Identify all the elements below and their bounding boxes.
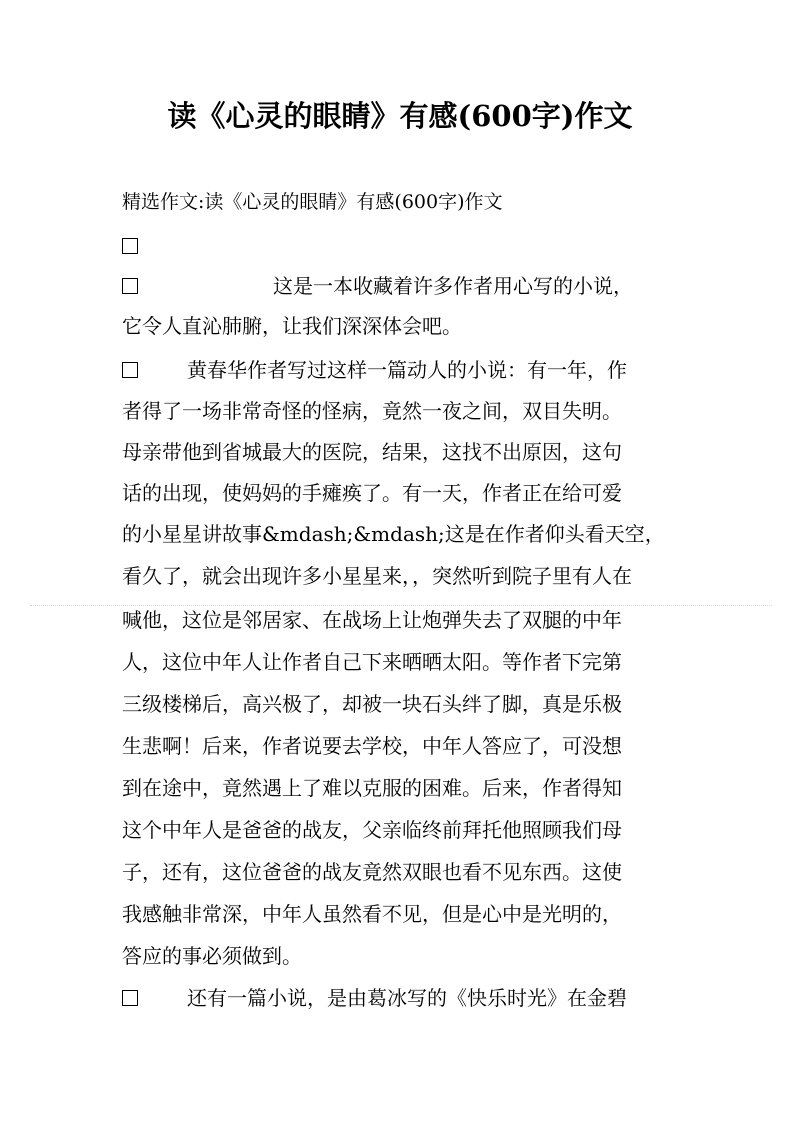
- checkbox-icon: [122, 990, 138, 1006]
- paragraph-1-line-2: 它令人直沁肺腑，让我们深深体会吧。: [122, 314, 462, 338]
- paragraph-2-line-2: 者得了一场非常奇怪的怪病，竟然一夜之间，双目失明。: [122, 399, 622, 423]
- checkbox-icon: [122, 362, 138, 378]
- paragraph-2-line-11: 到在途中，竟然遇上了难以克服的困难。后来，作者得知: [122, 776, 622, 800]
- paragraph-2-line-8: 人，这位中年人让作者自己下来晒晒太阳。等作者下完第: [122, 650, 622, 674]
- checkbox-icon: [122, 278, 138, 294]
- paragraph-2-line-12: 这个中年人是爸爸的战友，父亲临终前拜托他照顾我们母: [122, 818, 622, 842]
- document-title: 读《心灵的眼睛》有感(600字)作文: [167, 99, 633, 133]
- paragraph-2-line-14: 我感触非常深，中年人虽然看不见，但是心中是光明的，: [122, 902, 622, 926]
- paragraph-2-line-4: 话的出现，使妈妈的手瘫痪了。有一天，作者正在给可爱: [122, 481, 622, 505]
- paragraph-2-line-10: 生悲啊！后来，作者说要去学校，中年人答应了，可没想: [122, 734, 622, 758]
- paragraph-3-line-1: 还有一篇小说，是由葛冰写的《快乐时光》在金碧: [187, 986, 627, 1010]
- document-subtitle: 精选作文:读《心灵的眼睛》有感(600字)作文: [122, 191, 503, 213]
- paragraph-1-line-1: 这是一本收藏着许多作者用心写的小说，: [273, 274, 633, 298]
- paragraph-2-line-9: 三级楼梯后，高兴极了，却被一块石头绊了脚，真是乐极: [122, 692, 622, 716]
- paragraph-2-line-5: 的小星星讲故事&mdash;&mdash;这是在作者仰头看天空，: [122, 522, 665, 546]
- paragraph-2-line-7: 喊他，这位是邻居家、在战场上让炮弹失去了双腿的中年: [122, 608, 622, 632]
- paragraph-2-line-13: 子，还有，这位爸爸的战友竟然双眼也看不见东西。这使: [122, 860, 622, 884]
- paragraph-2-line-1: 黄春华作者写过这样一篇动人的小说：有一年，作: [187, 358, 627, 382]
- paragraph-2-line-6: 看久了，就会出现许多小星星来，，突然听到院子里有人在: [122, 564, 632, 588]
- paragraph-2-line-3: 母亲带他到省城最大的医院，结果，这找不出原因，这句: [122, 440, 622, 464]
- paragraph-2-line-15: 答应的事必须做到。: [122, 944, 302, 968]
- checkbox-icon: [122, 238, 138, 254]
